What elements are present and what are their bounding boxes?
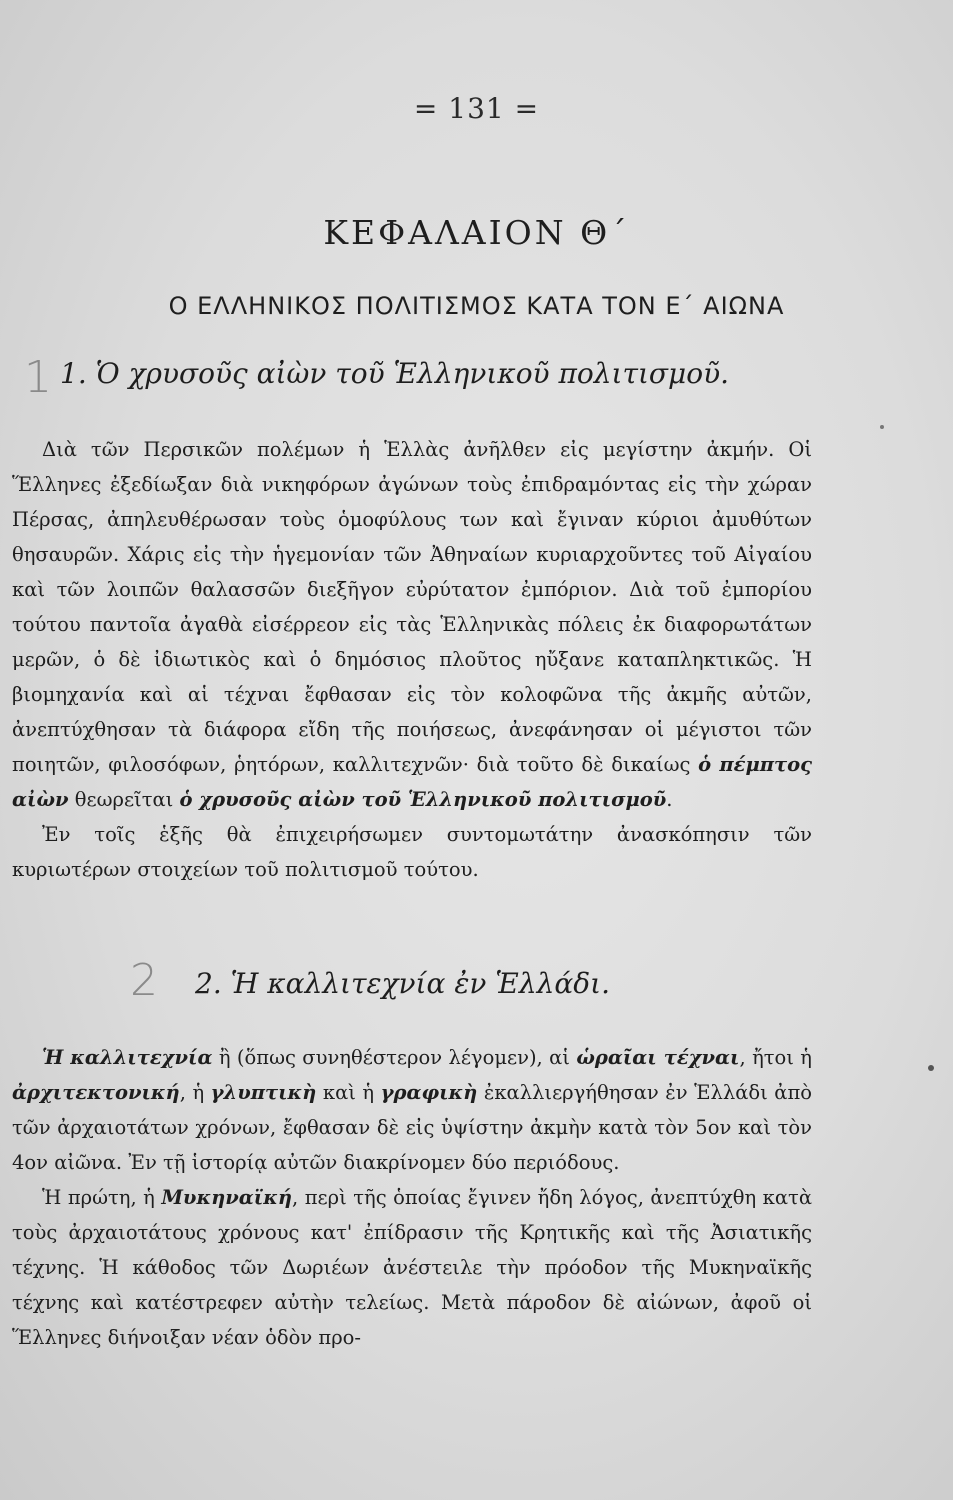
section-1-body <box>12 432 812 887</box>
page-number: = 131 = <box>413 92 540 125</box>
emphasis-golden-age: ὁ χρυσοῦς αἰὼν τοῦ Ἑλληνικοῦ πολιτισμοῦ <box>179 788 667 811</box>
emphasis-mycenaean: Μυκηναϊκή <box>161 1186 293 1209</box>
scan-speck <box>928 1065 934 1071</box>
emphasis-fifth-century: ὁ πέμπτος αἰὼν <box>12 753 812 811</box>
section-2-paragraph-2: Ἡ πρώτη, ἡ Μυκηναϊκή, περὶ τῆς ὁποίας ἔγινεν ἤδη λόγος, ἀνεπτύχθη κατὰ τοὺς ἀρχαιοτάτους χρόνους κατ' ἐπίδρασιν τῆς Κρητικῆς καὶ τῆς Ἀσιατικῆς τέχνης. Ἡ κάθοδος τῶν Δωριέων ἀνέστειλε τὴν πρόοδον τῆς Μυκηναϊκῆς τέχνης καὶ κατέστρεφεν αὐτὴν τελείως. Μετὰ πάροδον δὲ αἰώνων, ἀφοῦ οἱ Ἕλληνες διήνοιξαν νέαν ὁδὸν προ- <box>12 1186 812 1349</box>
chapter-subtitle: Ο ΕΛΛΗΝΙΚΟΣ ΠΟΛΙΤΙΣΜΟΣ ΚΑΤΑ ΤΟΝ Ε΄ ΑΙΩΝΑ <box>168 292 785 320</box>
emphasis-fine-arts: ὡραῖαι τέχναι <box>576 1046 740 1069</box>
emphasis-sculpture: γλυπτικὴ <box>210 1081 317 1104</box>
chapter-title: ΚΕΦΑΛΑΙΟΝ Θ΄ <box>323 213 630 252</box>
section-heading-2: 2. Ἡ καλλιτεχνία ἐν Ἑλλάδι. <box>195 967 610 1000</box>
section-2-paragraph-1: Ἡ καλλιτεχνία ἢ (ὅπως συνηθέστερον λέγομεν), αἱ ὡραῖαι τέχναι, ἤτοι ἡ ἀρχιτεκτονική, ἡ γλυπτικὴ καὶ ἡ γραφικὴ ἐκαλλιεργήθησαν ἐν Ἑλλάδι ἀπὸ τῶν ἀρχαιοτάτων χρόνων, ἔφθασαν δὲ εἰς ὑψίστην ἀκμὴν κατὰ τὸν 5ον καὶ τὸν 4ον αἰῶνα. Ἐν τῇ ἱστορίᾳ αὐτῶν διακρίνομεν δύο περιόδους. <box>12 1046 813 1174</box>
section-1-paragraph-1: Διὰ τῶν Περσικῶν πολέμων ἡ Ἑλλὰς ἀνῆλθεν εἰς μεγίστην ἀκμήν. Οἱ Ἕλληνες ἐξεδίωξαν διὰ νικηφόρων ἀγώνων τοὺς ἐπιδραμόντας εἰς τὴν χώραν Πέρσας, ἀπηλευθέρωσαν τοὺς ὁμοφύλους των καὶ ἔγιναν κύριοι ἀμυθύτων θησαυρῶν. Χάρις εἰς τὴν ἡγεμονίαν τῶν Ἀθηναίων κυριαρχοῦντες τοῦ Αἰγαίου καὶ τῶν λοιπῶν θαλασσῶν διεξῆγον εὐρύτατον ἐμπόριον. Διὰ τοῦ ἐμπορίου τούτου παντοῖα ἀγαθὰ εἰσέρρεον εἰς τὰς Ἑλληνικὰς πόλεις ἐκ διαφορωτάτων μερῶν, ὁ δὲ ἰδιωτικὸς καὶ ὁ δημόσιος πλοῦτος ηὔξανε καταπληκτικῶς. Ἡ βιομηχανία καὶ αἱ τέχναι ἔφθασαν εἰς τὸν κολοφῶνα τῆς ἀκμῆς αὐτῶν, ἀνεπτύχθησαν τὰ διάφορα εἴδη τῆς ποιήσεως, ἀνεφάνησαν οἱ μέγιστοι τῶν ποιητῶν, φιλοσόφων, ῥητόρων, καλλιτεχνῶν· διὰ τοῦτο δὲ δικαίως ὁ πέμπτος αἰὼν θεωρεῖται ὁ χρυσοῦς αἰὼν τοῦ Ἑλληνικοῦ πολιτισμοῦ. <box>12 438 812 811</box>
emphasis-kallitechnia: Ἡ καλλιτεχνία <box>42 1046 213 1069</box>
emphasis-painting: γραφικὴ <box>380 1081 478 1104</box>
emphasis-architecture: ἀρχιτεκτονική <box>12 1081 180 1104</box>
section-2-body <box>12 1040 812 1355</box>
section-heading-1: 1. Ὁ χρυσοῦς αἰὼν τοῦ Ἑλληνικοῦ πολιτισμοῦ. <box>60 357 730 390</box>
section-1-paragraph-2: Ἐν τοῖς ἑξῆς θὰ ἐπιχειρήσωμεν συντομωτάτην ἀνασκόπησιν τῶν κυριωτέρων στοιχείων τοῦ πολιτισμοῦ τούτου. <box>12 823 812 881</box>
handwritten-margin-number-2: 2 <box>130 955 158 1006</box>
handwritten-margin-number-1: 1 <box>24 352 52 403</box>
scan-speck <box>880 425 884 429</box>
